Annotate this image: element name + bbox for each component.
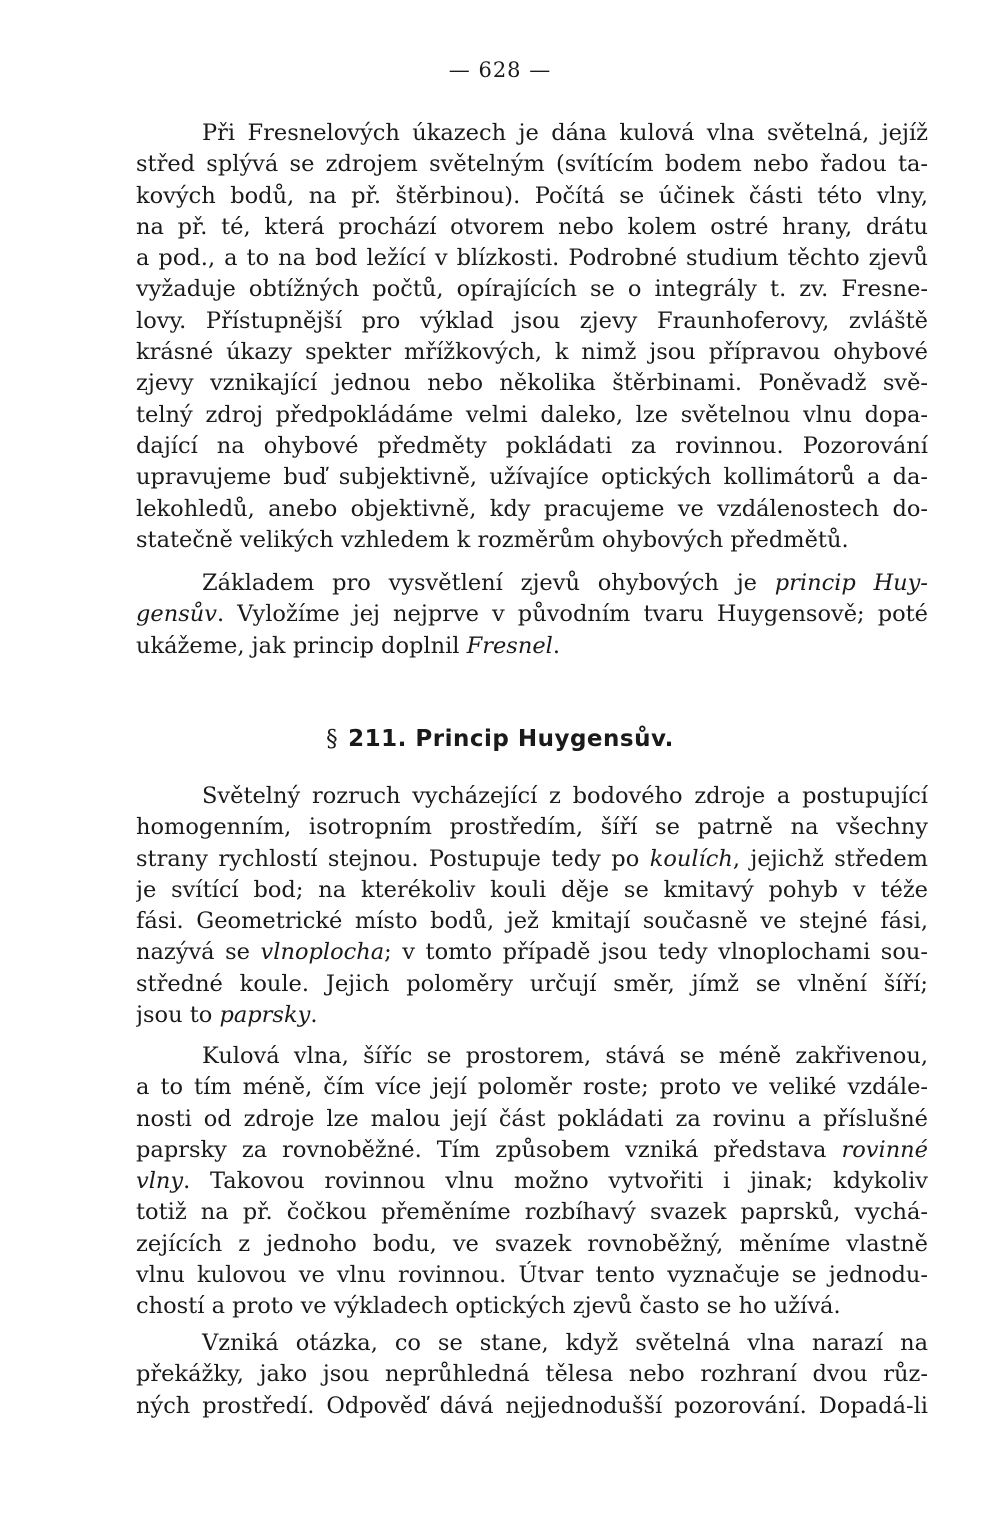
text-line: na př. té, která prochází otvorem nebo kolem ostré hrany, drátu [136,213,928,240]
text-line: nosti od zdroje lze malou její část pokládati za rovinu a příslušné [136,1105,928,1132]
paragraph-obstacles [136,1328,928,1422]
paragraph-wave-propagation [136,781,928,1031]
emphasis-text: princip Huy- [774,570,928,596]
text-line: vlnu kulovou ve vlnu rovinnou. Útvar tento vyznačuje se jednodu- [136,1262,928,1289]
text-line: statečně velikých vzhledem k rozměrům ohybových předmětů. [136,526,849,553]
text-line: paprsky za rovnoběžné. Tím způsobem vzniká představa rovinné [136,1136,928,1163]
text-line: strany rychlostí stejnou. Postupuje tedy po koulích, jejichž středem [136,845,928,872]
text-line: zjevy vznikající jednou nebo několika štěrbinami. Poněvadž svě- [136,370,928,397]
emphasis-text: koulích [649,845,733,872]
emphasis-text: gensův [136,601,217,628]
text-line: dající na ohybové předměty pokládati za rovinnou. Pozorování [136,432,928,459]
text-line: lovy. Přístupnější pro výklad jsou zjevy Fraunhoferovy, zvláště [136,307,928,334]
text-line: a pod., a to na bod ležící v blízkosti. Podrobné studium těchto zjevů [136,245,928,272]
text-line: jsou to paprsky. [136,1002,318,1029]
text-line: ukážeme, jak princip doplnil Fresnel. [136,632,561,659]
text-line: totiž na př. čočkou přeměníme rozbíhavý svazek paprsků, vychá- [136,1199,928,1226]
text-line: krásné úkazy spekter mřížkových, k nimž jsou přípravou ohybové [136,339,928,366]
emphasis-text: vlnoplocha [260,939,385,966]
text-line: Při Fresnelových úkazech je dána kulová vlna světelná, jejíž [202,120,928,146]
text-line: zejících z jednoho bodu, ve svazek rovnoběžný, měníme vlastně [136,1230,928,1257]
text-line: je svítící bod; na kterékoliv kouli děje se kmitavý pohyb v téže [136,876,928,903]
text-line: Kulová vlna, šíříc se prostorem, stává se méně zakřivenou, [202,1043,928,1069]
text-line: Světelný rozruch vycházející z bodového zdroje a postupující [202,783,928,809]
text-line: vlny. Takovou rovinnou vlnu možno vytvořiti i jinak; kdykoliv [136,1168,928,1195]
text-line: homogenním, isotropním prostředím, šíří se patrně na všechny [136,814,928,841]
text-line: vyžaduje obtížných počtů, opírajících se o integrály t. zv. Fresne- [136,276,928,303]
text-line: střed splývá se zdrojem světelným (svítícím bodem nebo řadou ta- [136,151,928,178]
text-line: chostí a proto ve výkladech optických zjevů často se ho užívá. [136,1293,841,1320]
text-line: Vzniká otázka, co se stane, když světelná vlna narazí na [202,1330,928,1356]
text-line: fási. Geometrické místo bodů, jež kmitají současně ve stejné fási, [136,908,928,935]
emphasis-text: paprsky [219,1002,311,1029]
text-line: nazývá se vlnoplocha; v tomto případě jsou tedy vlnoplochami sou- [136,939,928,966]
text-line: upravujeme buď subjektivně, užívajíce optických kollimátorů a da- [136,464,928,491]
text-line: a to tím méně, čím více její poloměr roste; proto ve veliké vzdále- [136,1074,928,1101]
text-line: překážky, jako jsou neprůhledná tělesa nebo rozhraní dvou růz- [136,1361,928,1388]
paragraph-huygens-principle-intro [136,568,928,662]
section-heading [0,726,1000,752]
paragraph-plane-wave [136,1041,928,1323]
text-line: lekohledů, anebo objektivně, kdy pracujeme ve vzdálenostech do- [136,495,928,522]
paragraph-fresnel-phenomena [136,118,928,556]
text-line: středné koule. Jejich poloměry určují směr, jímž se vlnění šíří; [136,970,928,997]
emphasis-text: vlny [136,1168,184,1195]
emphasis-text: rovinné [841,1136,928,1163]
text-line: kových bodů, na př. štěrbinou). Počítá se účinek části této vlny, [136,182,928,209]
section-sign: § [326,726,339,752]
section-title: 211. Princip Huygensův. [348,726,674,752]
emphasis-text: Fresnel [466,632,553,659]
text-line: Základem pro vysvětlení zjevů ohybových je princip Huy- [202,570,928,596]
text-line: ných prostředí. Odpověď dává nejjednodušší pozorování. Dopadá-li [136,1392,928,1419]
text-line: telný zdroj předpokládáme velmi daleko, lze světelnou vlnu dopa- [136,401,928,428]
page-number: — 628 — [448,58,552,82]
text-line: gensův. Vyložíme jej nejprve v původním tvaru Huygensově; poté [136,601,928,628]
